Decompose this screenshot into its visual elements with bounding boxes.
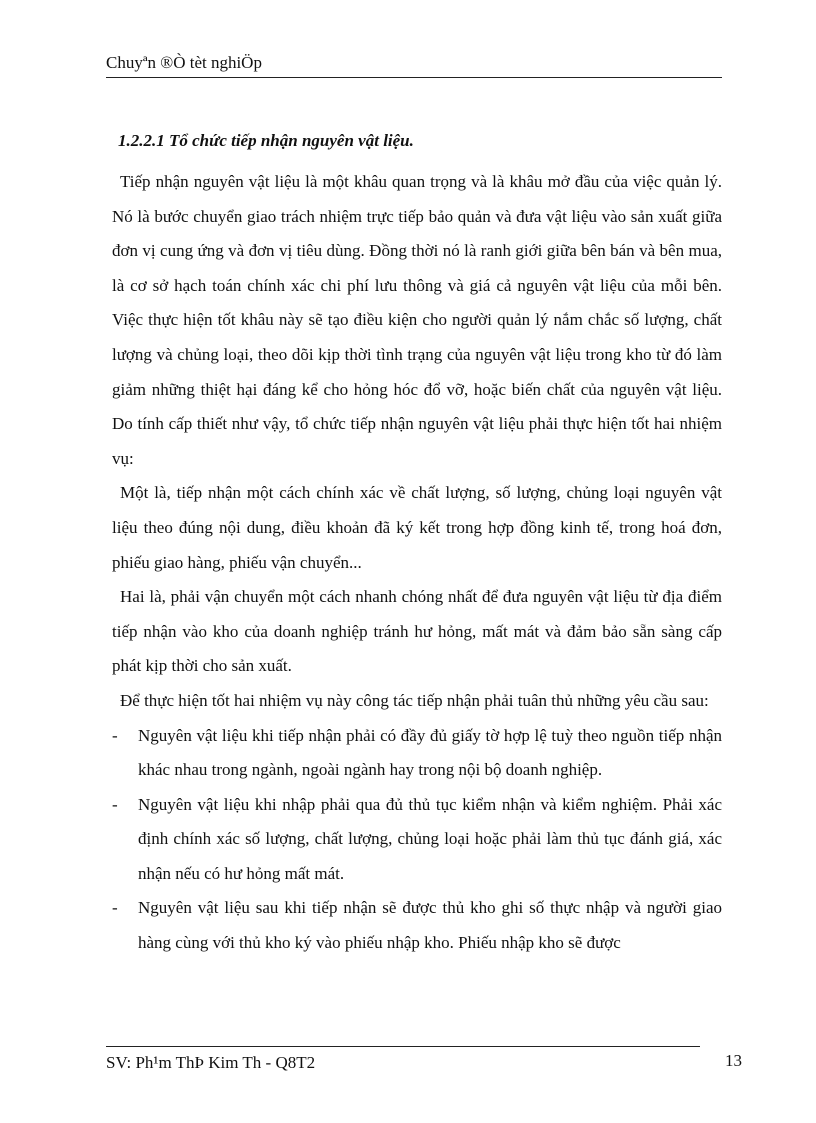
footer-student: SV: Ph¹m ThÞ Kim Th - Q8T2 bbox=[106, 1053, 316, 1072]
list-item bbox=[112, 891, 722, 960]
list-item-text: Nguyên vật liệu khi nhập phải qua đủ thủ tục kiểm nhận và kiểm nghiệm. Phải xác định chính xác số lượng, chất lượng, chủng loại hoặc phải làm thủ tục đánh giá, xác nhận nếu có hư hỏng mất mát. bbox=[138, 794, 722, 883]
section-heading: 1.2.2.1 Tổ chức tiếp nhận nguyên vật liệu. bbox=[118, 131, 414, 150]
paragraph-task-two: Hai là, phải vận chuyển một cách nhanh chóng nhất để đưa nguyên vật liệu từ địa điểm tiếp nhận vào kho của doanh nghiệp tránh hư hỏng, mất mát và đảm bảo sẵn sàng cấp phát kịp thời cho sản xuất. bbox=[112, 587, 722, 676]
paragraph-intro: Tiếp nhận nguyên vật liệu là một khâu quan trọng và là khâu mở đầu của việc quản lý. Nó là bước chuyển giao trách nhiệm trực tiếp bảo quản và đưa vật liệu vào sản xuất giữa đơn vị cung ứng và đơn vị tiêu dùng. Đồng thời nó là ranh giới giữa bên bán và bên mua, là cơ sở hạch toán chính xác chi phí lưu thông và giá cả nguyên vật liệu của mỗi bên. Việc thực hiện tốt khâu này sẽ tạo điều kiện cho người quản lý nắm chắc số lượng, chất lượng và chủng loại, theo dõi kịp thời tình trạng của nguyên vật liệu trong kho từ đó làm giảm những thiệt hại đáng kể cho hỏng hóc đổ vỡ, hoặc biến chất của nguyên vật liệu. Do tính cấp thiết như vậy, tổ chức tiếp nhận nguyên vật liệu phải thực hiện tốt hai nhiệm vụ: bbox=[112, 172, 722, 468]
paragraph-requirements-intro: Để thực hiện tốt hai nhiệm vụ này công tác tiếp nhận phải tuân thủ những yêu cầu sau: bbox=[120, 690, 709, 710]
list-item-text: Nguyên vật liệu sau khi tiếp nhận sẽ được thủ kho ghi số thực nhập và người giao hàng cùng với thủ kho ký vào phiếu nhập kho. Phiếu nhập kho sẽ được bbox=[138, 898, 722, 953]
list-bullet: - bbox=[112, 898, 118, 918]
footer-divider bbox=[106, 1046, 700, 1047]
list-item bbox=[112, 788, 722, 892]
list-bullet: - bbox=[112, 794, 118, 814]
page-content bbox=[112, 130, 722, 961]
page-header bbox=[106, 52, 722, 78]
header-title: Chuyªn ®Ò tèt nghiÖp bbox=[106, 53, 262, 72]
list-item bbox=[112, 719, 722, 788]
requirements-list bbox=[112, 719, 722, 961]
page-number: 13 bbox=[725, 1051, 742, 1070]
list-bullet: - bbox=[112, 725, 118, 745]
paragraph-task-one: Một là, tiếp nhận một cách chính xác về chất lượng, số lượng, chủng loại nguyên vật liệu theo đúng nội dung, điều khoản đã ký kết trong hợp đồng kinh tế, trong hoá đơn, phiếu giao hàng, phiếu vận chuyển... bbox=[112, 483, 722, 572]
list-item-text: Nguyên vật liệu khi tiếp nhận phải có đầy đủ giấy tờ hợp lệ tuỳ theo nguồn tiếp nhận khác nhau trong ngành, ngoài ngành hay trong nội bộ doanh nghiệp. bbox=[138, 725, 722, 780]
